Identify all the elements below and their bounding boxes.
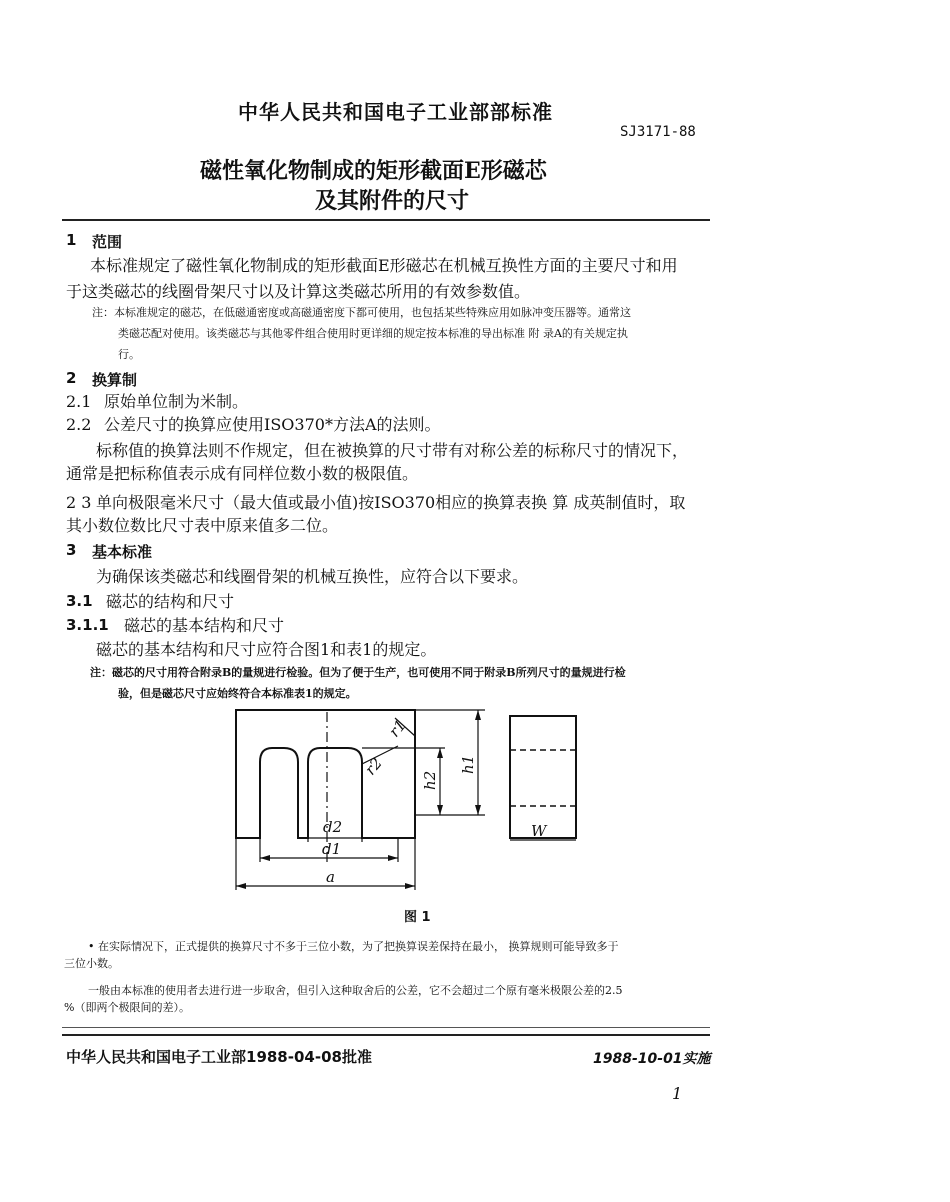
section-1-note-line2: 类磁芯配对使用。该类磁芯与其他零件组合使用时更详细的规定按本标准的导出标准 附 录A的有关规定执 (118, 327, 628, 340)
document-title-line1: 磁性氧化物制成的矩形截面E形磁芯 (200, 158, 547, 184)
section-1-paragraph-line1: 本标准规定了磁性氧化物制成的矩形截面E形磁芯在机械互换性方面的主要尺寸和用 (90, 256, 678, 275)
section-3-1-1-number: 3.1.1 (66, 616, 109, 634)
page-number: 1 (672, 1084, 683, 1103)
section-2-1-number: 2.1 (66, 392, 92, 411)
section-3-1-1-note-line1: 注：磁芯的尺寸用符合附录B的量规进行检验。但为了便于生产，也可使用不同于附录B所列尺寸的量规进行检 (90, 666, 626, 679)
section-2-3-line1: 单向极限毫米尺寸（最大值或最小值)按ISO370相应的换算表换 算 成英制值时，取 (96, 493, 686, 512)
section-3-number: 3 (66, 541, 77, 559)
section-3-1-1-note-line2: 验，但是磁芯尺寸应始终符合本标准表1的规定。 (118, 687, 357, 700)
label-w: W (531, 822, 547, 840)
effective-date: 1988-10-01实施 (593, 1051, 711, 1067)
footer-rule-thick (62, 1034, 710, 1036)
footnote-1-line2: 三位小数。 (64, 957, 119, 970)
approval-statement: 中华人民共和国电子工业部1988-04-08批准 (66, 1048, 372, 1066)
label-d1: d1 (322, 840, 342, 858)
standard-code: SJ3171-88 (620, 124, 696, 140)
label-d2: d2 (323, 818, 343, 836)
section-1-number: 1 (66, 231, 77, 249)
section-2-2-paragraph-line2: 通常是把标称值表示成有同样位数小数的极限值。 (66, 464, 419, 483)
org-standard-title: 中华人民共和国电子工业部部标准 (238, 100, 553, 124)
footnote-1-line1: • 在实际情况下，正式提供的换算尺寸不多于三位小数，为了把换算误差保持在最小， 换算规则可能导致多于 (88, 940, 619, 953)
section-2-2-number: 2.2 (66, 415, 92, 434)
section-1-note-line3: 行。 (118, 348, 140, 361)
label-h1: h1 (459, 754, 477, 774)
section-2-2-paragraph-line1: 标称值的换算法则不作规定，但在被换算的尺寸带有对称公差的标称尺寸的情况下， (96, 441, 689, 460)
section-1-paragraph-line2: 于这类磁芯的线圈骨架尺寸以及计算这类磁芯所用的有效参数值。 (66, 282, 531, 301)
footnote-2-line1: 一般由本标准的使用者去进行进一步取舍，但引入这种取舍后的公差，它不会超过二个原有毫米极限公差的2.5 (88, 984, 623, 997)
section-3-1-number: 3.1 (66, 592, 93, 610)
section-2-3-line2: 其小数位数比尺寸表中原来值多二位。 (66, 516, 339, 535)
figure-1-caption: 图 1 (404, 910, 431, 925)
section-3-1-1-title: 磁芯的基本结构和尺寸 (124, 616, 285, 635)
section-1-title: 范围 (92, 233, 123, 251)
label-r2: r2 (361, 754, 386, 779)
footnote-2-line2: %（即两个极限间的差）。 (64, 1001, 190, 1014)
section-2-1-text: 原始单位制为米制。 (104, 392, 249, 411)
document-title-line2: 及其附件的尺寸 (315, 188, 470, 214)
section-3-title: 基本标准 (92, 543, 153, 561)
section-2-number: 2 (66, 369, 77, 387)
section-2-2-text: 公差尺寸的换算应使用ISO370*方法A的法则。 (104, 415, 441, 434)
section-1-note-line1: 注：本标准规定的磁芯，在低磁通密度或高磁通密度下都可使用，也包括某些特殊应用如脉冲变压器等。通常这 (92, 306, 631, 319)
footer-rule (62, 1027, 710, 1028)
section-2-3-number: 2 3 (66, 493, 92, 512)
side-view-outline (510, 716, 576, 838)
section-3-text: 为确保该类磁芯和线圈骨架的机械互换性，应符合以下要求。 (96, 567, 529, 586)
label-r1: r1 (385, 716, 410, 741)
section-2-title: 换算制 (92, 371, 138, 389)
section-3-1-title: 磁芯的结构和尺寸 (106, 592, 235, 611)
label-h2: h2 (421, 770, 439, 790)
section-3-1-1-text: 磁芯的基本结构和尺寸应符合图1和表1的规定。 (96, 640, 437, 659)
label-a: a (326, 868, 335, 886)
